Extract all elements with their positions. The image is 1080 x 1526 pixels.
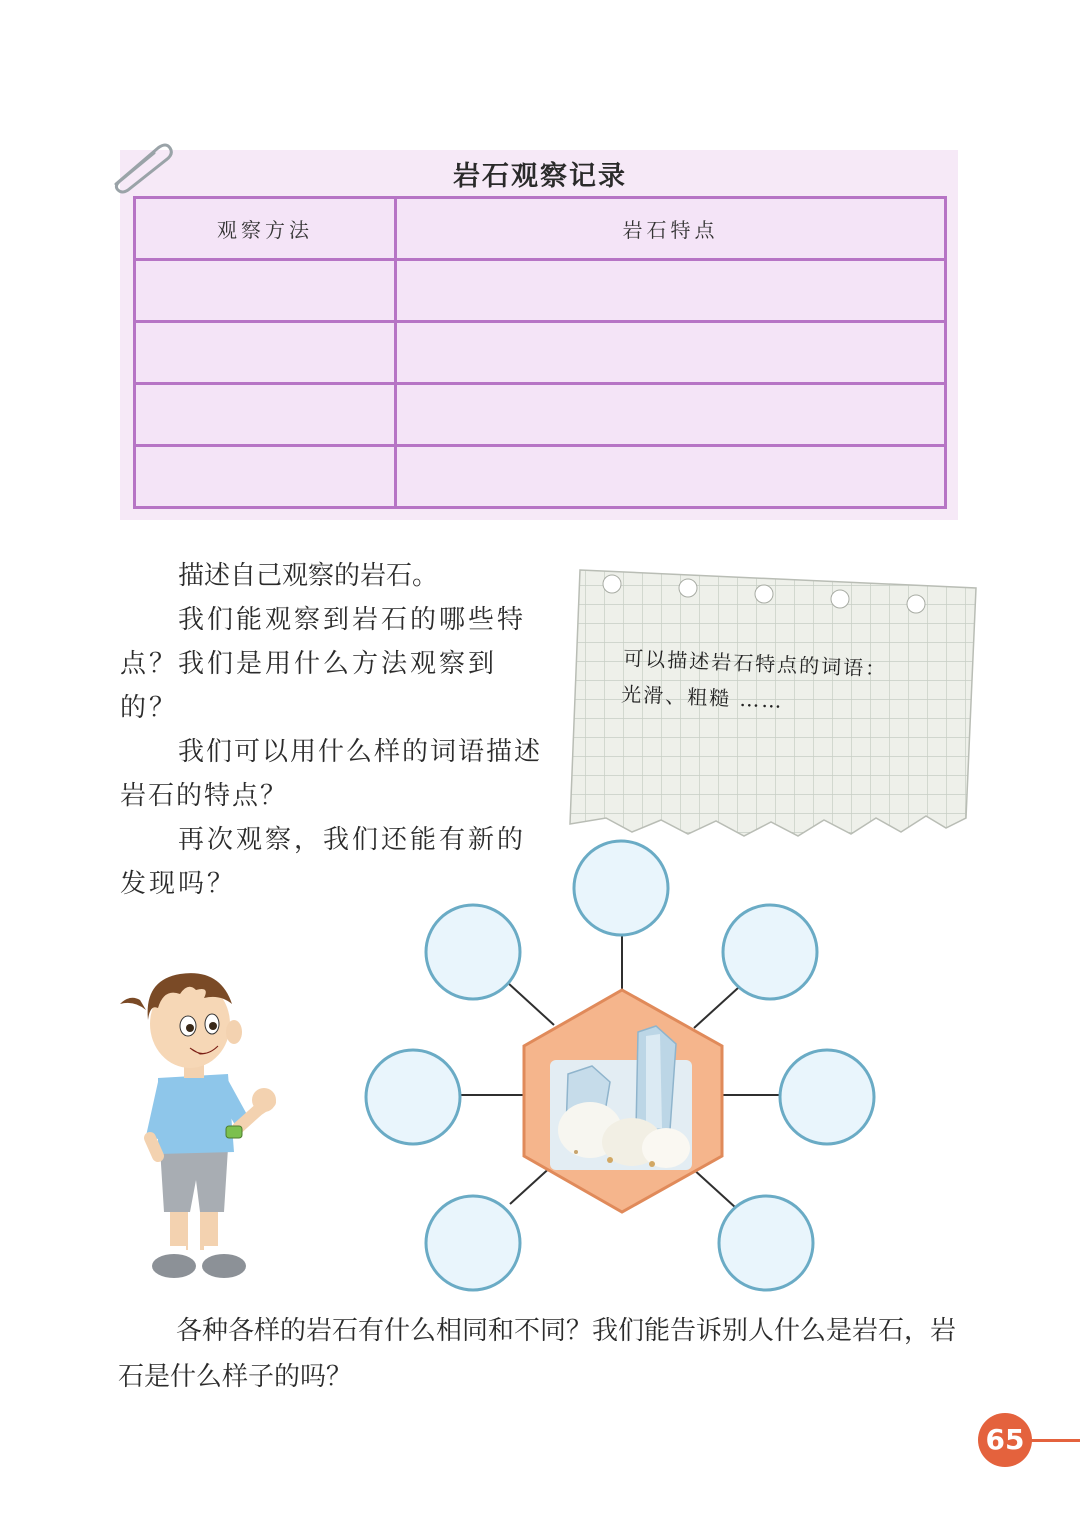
blank-bubble[interactable] — [426, 905, 520, 999]
paragraph-words: 我们可以用什么样的词语描述岩石的特点？ — [120, 737, 543, 811]
table-cell[interactable] — [396, 260, 946, 322]
table-cell[interactable] — [396, 446, 946, 508]
table-cell[interactable] — [396, 384, 946, 446]
table-row — [135, 446, 946, 508]
blank-bubble[interactable] — [426, 1196, 520, 1290]
record-title: 岩石观察记录 — [453, 161, 627, 192]
table-row — [135, 260, 946, 322]
table-row — [135, 384, 946, 446]
page-number: 65 — [978, 1413, 1032, 1467]
blank-bubble[interactable] — [574, 841, 668, 935]
blank-bubble[interactable] — [780, 1050, 874, 1144]
header-features: 岩石特点 — [396, 198, 946, 260]
paragraph-describe: 描述自己观察的岩石。 — [178, 561, 439, 591]
closing-question: 各种各样的岩石有什么相同和不同？我们能告诉别人什么是岩石，岩石是什么样子的吗？ — [118, 1316, 957, 1392]
note-line-2: 光滑、粗糙 …… — [620, 681, 785, 713]
table-cell[interactable] — [135, 446, 396, 508]
page-number-rule — [1030, 1439, 1080, 1442]
header-method: 观察方法 — [135, 198, 396, 260]
note-paper — [566, 566, 980, 850]
connector-line — [694, 988, 738, 1028]
rock-concept-map — [340, 830, 900, 1300]
table-cell[interactable] — [135, 260, 396, 322]
blank-bubble[interactable] — [366, 1050, 460, 1144]
paragraph-observe-again: 再次观察，我们还能有新的发现吗？ — [120, 825, 527, 899]
paragraph-features: 我们能观察到岩石的哪些特点？我们是用什么方法观察到的？ — [120, 605, 527, 723]
note-line-1: 可以描述岩石特点的词语： — [622, 645, 888, 682]
table-cell[interactable] — [396, 322, 946, 384]
blank-bubble[interactable] — [723, 905, 817, 999]
connector-line — [692, 1168, 736, 1208]
connector-line — [508, 983, 554, 1025]
table-cell[interactable] — [135, 322, 396, 384]
table-row — [135, 322, 946, 384]
observation-table — [133, 196, 947, 509]
table-header-row — [135, 198, 946, 260]
boy-illustration — [100, 960, 280, 1290]
table-cell[interactable] — [135, 384, 396, 446]
blank-bubble[interactable] — [719, 1196, 813, 1290]
